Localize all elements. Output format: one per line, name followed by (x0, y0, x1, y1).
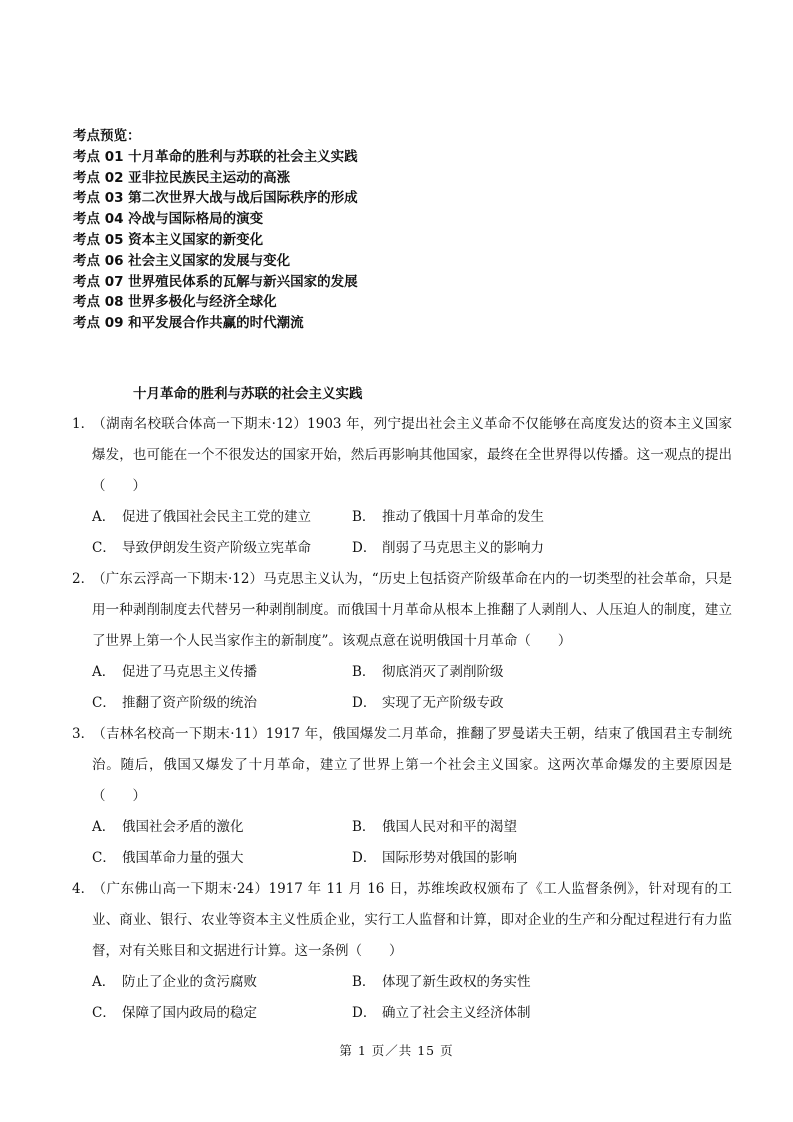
question-text: （广东佛山高一下期末·24）1917 年 11 月 16 日，苏维埃政权颁布了《工人监督条例》，针对现有的工业、商业、银行、农业等资本主义性质企业，实行工人监督和计算，即对企业的生产和分配过程进行有力监督，对有关账目和文据进行计算。这一条例（ ） (92, 881, 732, 959)
options (72, 812, 732, 874)
page-footer: 第 1 页／共 15 页 (339, 1043, 454, 1058)
preview-item: 考点 05 资本主义国家的新变化 (73, 231, 264, 248)
option-a (92, 657, 352, 688)
question-text: （湖南名校联合体高一下期末·12）1903 年，列宁提出社会主义革命不仅能够在高度发达的资本主义国家爆发，也可能在一个不很发达的国家开始，然后再影响其他国家，最终在全世界得以传播。这一观点的提出（ ） (92, 416, 732, 494)
option-letter: A． (92, 819, 116, 835)
question-stem (72, 564, 732, 657)
option-text: 削弱了马克思主义的影响力 (382, 540, 544, 556)
option-letter: D． (352, 1005, 377, 1021)
option-c (92, 688, 352, 719)
option-letter: D． (352, 695, 377, 711)
option-letter: B． (352, 509, 376, 525)
option-text: 保障了国内政局的稳定 (122, 1005, 257, 1021)
option-letter: B． (352, 974, 376, 990)
option-b (352, 812, 612, 843)
question-number: 1． (72, 416, 95, 432)
question-stem (72, 719, 732, 812)
option-text: 推动了俄国十月革命的发生 (382, 509, 544, 525)
option-letter: A． (92, 664, 116, 680)
option-d (352, 688, 612, 719)
option-c (92, 843, 352, 874)
option-letter: B． (352, 819, 376, 835)
option-letter: C． (92, 695, 116, 711)
preview-heading: 考点预览： (73, 128, 141, 144)
option-a (92, 812, 352, 843)
option-c (92, 998, 352, 1029)
option-letter: B． (352, 664, 376, 680)
option-text: 俄国人民对和平的渴望 (382, 819, 517, 835)
question-text: （广东云浮高一下期末·12）马克思主义认为，“历史上包括资产阶级革命在内的一切类型的社会革命，只是用一种剥削制度去代替另一种剥削制度。而俄国十月革命从根本上推翻了人剥削人、人压迫人的制度，建立了世界上第一个人民当家作主的新制度”。该观点意在说明俄国十月革命（ ） (92, 571, 732, 649)
preview-item: 考点 01 十月革命的胜利与苏联的社会主义实践 (73, 148, 358, 165)
option-d (352, 533, 612, 564)
option-a (92, 967, 352, 998)
question-text: （吉林名校高一下期末·11）1917 年，俄国爆发二月革命，推翻了罗曼诺夫王朝，结束了俄国君主专制统治。随后，俄国又爆发了十月革命，建立了世界上第一个社会主义国家。这两次革命爆发的主要原因是（ ） (92, 726, 732, 804)
option-b (352, 967, 612, 998)
question-number: 4． (72, 881, 95, 897)
preview-item: 考点 07 世界殖民体系的瓦解与新兴国家的发展 (73, 273, 358, 290)
preview-item: 考点 03 第二次世界大战与战后国际秩序的形成 (73, 190, 358, 207)
option-text: 促进了马克思主义传播 (122, 664, 257, 680)
option-letter: A． (92, 974, 116, 990)
topic-preview (73, 126, 713, 334)
preview-item: 考点 06 社会主义国家的发展与变化 (73, 252, 291, 269)
option-text: 体现了新生政权的务实性 (382, 974, 531, 990)
option-a (92, 502, 352, 533)
options (72, 502, 732, 564)
option-d (352, 843, 612, 874)
option-text: 推翻了资产阶级的统治 (122, 695, 257, 711)
preview-item: 考点 02 亚非拉民族民主运动的高涨 (73, 169, 291, 186)
options (72, 657, 732, 719)
question-stem (72, 409, 732, 502)
option-b (352, 502, 612, 533)
question-list (72, 409, 732, 1029)
option-text: 促进了俄国社会民主工党的建立 (122, 509, 311, 525)
option-letter: A． (92, 509, 116, 525)
preview-item: 考点 09 和平发展合作共赢的时代潮流 (73, 315, 304, 332)
option-letter: D． (352, 540, 377, 556)
option-text: 俄国社会矛盾的激化 (122, 819, 244, 835)
option-text: 确立了社会主义经济体制 (382, 1005, 531, 1021)
option-c (92, 533, 352, 564)
question-number: 3． (72, 726, 95, 742)
option-d (352, 998, 612, 1029)
option-letter: C． (92, 850, 116, 866)
question-number: 2． (72, 571, 95, 587)
question (72, 874, 732, 1029)
question (72, 719, 732, 874)
section-title: 十月革命的胜利与苏联的社会主义实践 (133, 386, 363, 402)
option-text: 导致伊朗发生资产阶级立宪革命 (122, 540, 311, 556)
question (72, 409, 732, 564)
option-text: 防止了企业的贪污腐败 (122, 974, 257, 990)
option-b (352, 657, 612, 688)
option-text: 俄国革命力量的强大 (122, 850, 244, 866)
preview-item: 考点 08 世界多极化与经济全球化 (73, 294, 277, 311)
preview-item: 考点 04 冷战与国际格局的演变 (73, 211, 264, 228)
option-text: 实现了无产阶级专政 (382, 695, 504, 711)
option-text: 国际形势对俄国的影响 (382, 850, 517, 866)
option-letter: C． (92, 1005, 116, 1021)
question-stem (72, 874, 732, 967)
option-letter: C． (92, 540, 116, 556)
question (72, 564, 732, 719)
options (72, 967, 732, 1029)
option-letter: D． (352, 850, 377, 866)
option-text: 彻底消灭了剥削阶级 (382, 664, 504, 680)
